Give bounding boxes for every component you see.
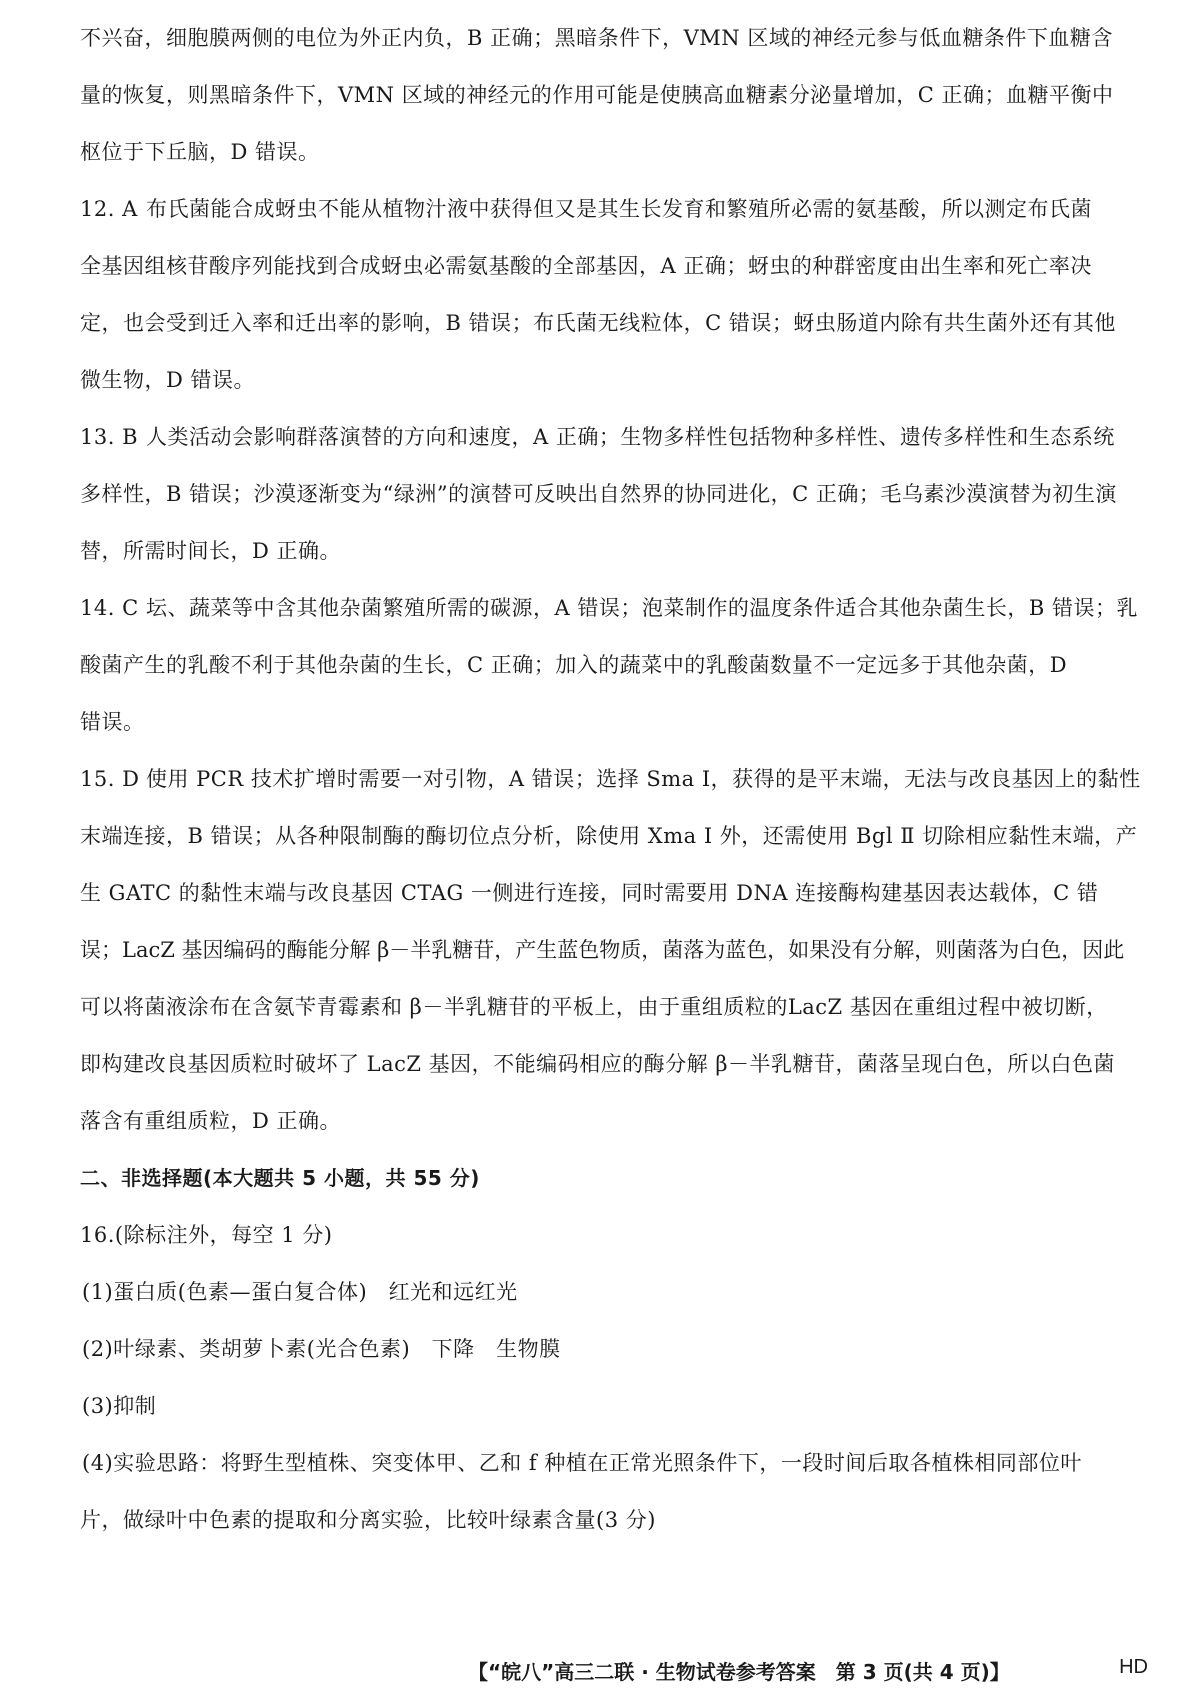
question-number: 14. C xyxy=(80,596,139,620)
text-line: 落含有重组质粒，D 正确。 xyxy=(80,1109,342,1133)
page-footer xyxy=(0,1656,1200,1686)
text-line: 布氏菌能合成蚜虫不能从植物汁液中获得但又是其生长发育和繁殖所必需的氨基酸，所以测定布氏菌 xyxy=(146,197,1092,221)
question-number: 13. B xyxy=(80,425,139,449)
text-line: 末端连接，B 错误；从各种限制酶的酶切位点分析，除使用 Xma Ⅰ 外，还需使用 Bgl Ⅱ 切除相应黏性末端，产 xyxy=(80,824,1138,848)
text-line: 全基因组核苷酸序列能找到合成蚜虫必需氨基酸的全部基因，A 正确；蚜虫的种群密度由出生率和死亡率决 xyxy=(80,254,1092,278)
text-line: 替，所需时间长，D 正确。 xyxy=(80,539,342,563)
sub-answer-4-line-1: (4)实验思路：将野生型植株、突变体甲、乙和 f 种植在正常光照条件下，一段时间后取各植株相同部位叶 xyxy=(82,1451,1082,1475)
answer-page xyxy=(80,10,1148,1549)
text-line: 生 GATC 的黏性末端与改良基因 CTAG 一侧进行连接，同时需要用 DNA 连接酶构建基因表达载体，C 错 xyxy=(80,881,1099,905)
question-number: 12. A xyxy=(80,197,138,221)
answer-12 xyxy=(80,181,1148,409)
footer-title: 【“皖八”高三二联 · 生物试卷参考答案 第 3 页(共 4 页)】 xyxy=(468,1660,1010,1684)
continuation-paragraph xyxy=(80,10,1148,181)
sub-answer-3: (3)抑制 xyxy=(82,1394,157,1418)
text-line: 定，也会受到迁入率和迁出率的影响，B 错误；布氏菌无线粒体，C 错误；蚜虫肠道内除有共生菌外还有其他 xyxy=(80,311,1116,335)
answer-15 xyxy=(80,751,1148,1150)
question-header: 16.(除标注外，每空 1 分) xyxy=(80,1223,333,1247)
answer-16 xyxy=(80,1207,1148,1549)
text-line: 坛、蔬菜等中含其他杂菌繁殖所需的碳源，A 错误；泡菜制作的温度条件适合其他杂菌生长，B 错误；乳 xyxy=(146,596,1138,620)
text-line: 枢位于下丘脑，D 错误。 xyxy=(80,140,320,164)
text-line: 酸菌产生的乳酸不利于其他杂菌的生长，C 正确；加入的蔬菜中的乳酸菌数量不一定远多于其他杂菌，D xyxy=(80,653,1068,677)
text-line: 即构建改良基因质粒时破坏了 LacZ 基因，不能编码相应的酶分解 β－半乳糖苷，菌落呈现白色，所以白色菌 xyxy=(80,1052,1115,1076)
text-line: 使用 PCR 技术扩增时需要一对引物，A 错误；选择 Sma Ⅰ，获得的是平末端，无法与改良基因上的黏性 xyxy=(146,767,1141,791)
section-heading: 二、非选择题(本大题共 5 小题，共 55 分) xyxy=(80,1166,480,1190)
text-line: 误；LacZ 基因编码的酶能分解 β－半乳糖苷，产生蓝色物质，菌落为蓝色，如果没有分解，则菌落为白色，因此 xyxy=(80,938,1125,962)
question-number: 15. D xyxy=(80,767,140,791)
text-line: 错误。 xyxy=(80,710,145,734)
answer-13 xyxy=(80,409,1148,580)
text-line: 可以将菌液涂布在含氨苄青霉素和 β－半乳糖苷的平板上，由于重组质粒的LacZ 基因在重组过程中被切断， xyxy=(80,995,1108,1019)
text-line: 多样性，B 错误；沙漠逐渐变为“绿洲”的演替可反映出自然界的协同进化，C 正确；毛乌素沙漠演替为初生演 xyxy=(80,482,1117,506)
sub-answer-4-line-2: 片，做绿叶中色素的提取和分离实验，比较叶绿素含量(3 分) xyxy=(80,1508,656,1532)
answer-14 xyxy=(80,580,1148,751)
text-line: 人类活动会影响群落演替的方向和速度，A 正确；生物多样性包括物种多样性、遗传多样性和生态系统 xyxy=(146,425,1115,449)
text-line: 不兴奋，细胞膜两侧的电位为外正内负，B 正确；黑暗条件下，VMN 区域的神经元参与低血糖条件下血糖含 xyxy=(80,26,1113,50)
text-line: 量的恢复，则黑暗条件下，VMN 区域的神经元的作用可能是使胰高血糖素分泌量增加，C 正确；血糖平衡中 xyxy=(80,83,1114,107)
footer-code: HD xyxy=(1119,1656,1148,1678)
text-line: 微生物，D 错误。 xyxy=(80,368,256,392)
sub-answer-1: (1)蛋白质(色素—蛋白复合体) 红光和远红光 xyxy=(82,1280,518,1304)
sub-answer-2: (2)叶绿素、类胡萝卜素(光合色素) 下降 生物膜 xyxy=(82,1337,561,1361)
